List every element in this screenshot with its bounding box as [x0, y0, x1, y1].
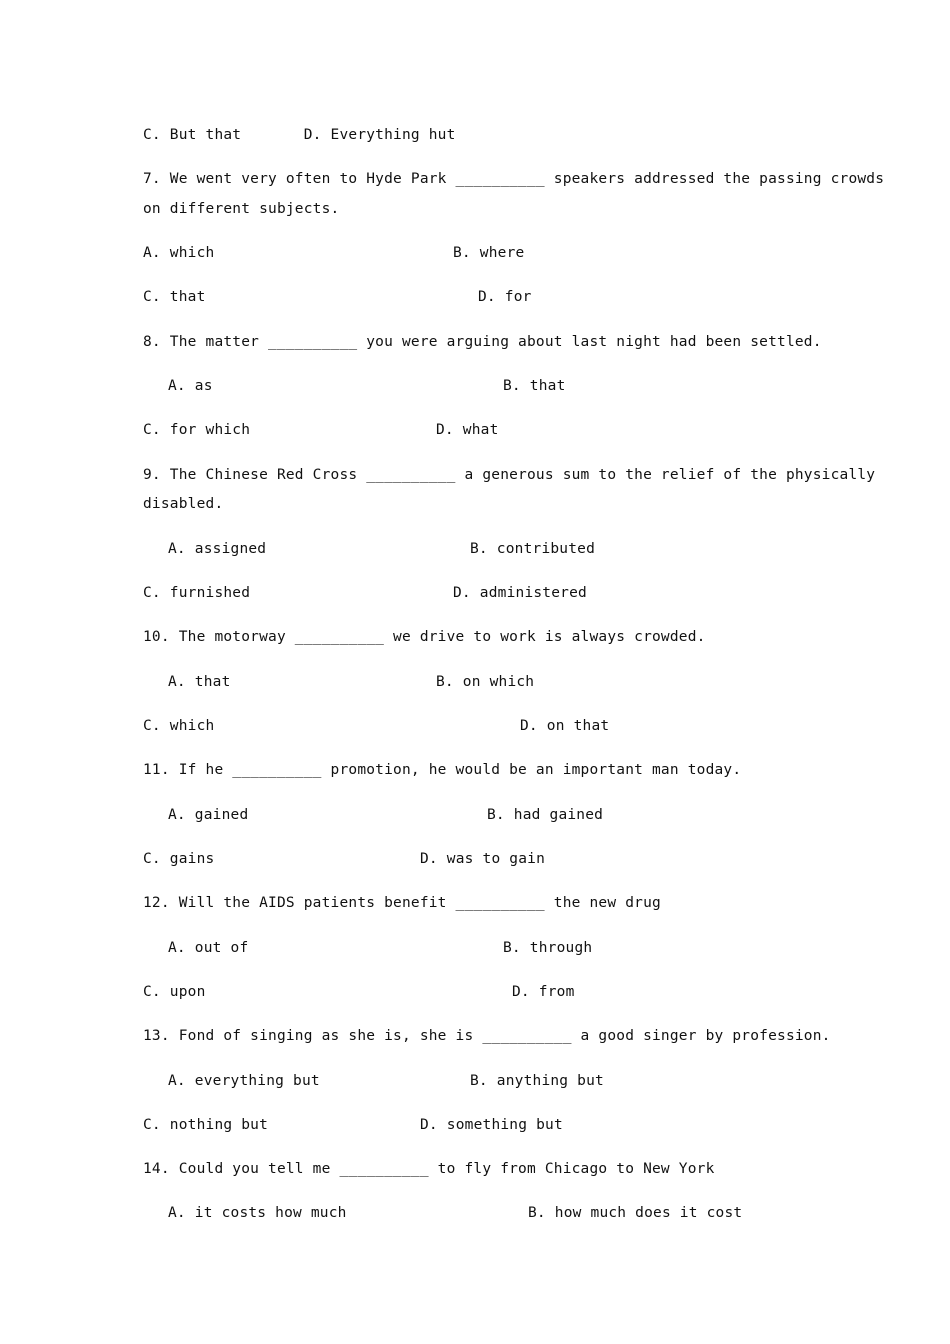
q9-option-b: B. contributed	[470, 541, 596, 557]
question-9-stem: 9. The Chinese Red Cross __________ a generous sum to the relief of the physically	[143, 467, 876, 483]
question-8-stem: 8. The matter __________ you were arguing about last night had been settled.	[143, 334, 822, 350]
q8-option-a: A. as	[168, 378, 213, 394]
question-9-stem-cont: disabled.	[143, 496, 224, 512]
q7-option-b: B. where	[453, 245, 525, 261]
q11-option-b: B. had gained	[487, 807, 604, 823]
q8-option-b: B. that	[503, 378, 566, 394]
q13-option-d: D. something but	[420, 1117, 563, 1133]
q11-option-c: C. gains	[143, 851, 215, 867]
q7-option-d: D. for	[478, 289, 532, 305]
q9-option-a: A. assigned	[168, 541, 267, 557]
question-7-stem: 7. We went very often to Hyde Park __________ speakers addressed the passing crowds	[143, 171, 885, 187]
q8-option-d: D. what	[436, 422, 499, 438]
option-line-q6-cd: C. But that D. Everything hut	[143, 127, 456, 143]
q10-option-b: B. on which	[436, 674, 535, 690]
q14-option-b: B. how much does it cost	[528, 1205, 743, 1221]
q13-option-a: A. everything but	[168, 1073, 320, 1089]
q11-option-d: D. was to gain	[420, 851, 546, 867]
q8-option-c: C. for which	[143, 422, 251, 438]
question-7-stem-cont: on different subjects.	[143, 201, 340, 217]
q10-option-c: C. which	[143, 718, 215, 734]
q12-option-d: D. from	[512, 984, 575, 1000]
question-10-stem: 10. The motorway __________ we drive to work is always crowded.	[143, 629, 706, 645]
q12-option-b: B. through	[503, 940, 593, 956]
q10-option-a: A. that	[168, 674, 231, 690]
q14-option-a: A. it costs how much	[168, 1205, 347, 1221]
q10-option-d: D. on that	[520, 718, 610, 734]
q7-option-a: A. which	[143, 245, 215, 261]
question-14-stem: 14. Could you tell me __________ to fly from Chicago to New York	[143, 1161, 715, 1177]
q12-option-a: A. out of	[168, 940, 249, 956]
q7-option-c: C. that	[143, 289, 206, 305]
q9-option-d: D. administered	[453, 585, 587, 601]
q13-option-c: C. nothing but	[143, 1117, 269, 1133]
q12-option-c: C. upon	[143, 984, 206, 1000]
q9-option-c: C. furnished	[143, 585, 251, 601]
question-12-stem: 12. Will the AIDS patients benefit __________ the new drug	[143, 895, 661, 911]
question-11-stem: 11. If he __________ promotion, he would be an important man today.	[143, 762, 742, 778]
question-13-stem: 13. Fond of singing as she is, she is __________ a good singer by profession.	[143, 1028, 831, 1044]
q11-option-a: A. gained	[168, 807, 249, 823]
q13-option-b: B. anything but	[470, 1073, 604, 1089]
